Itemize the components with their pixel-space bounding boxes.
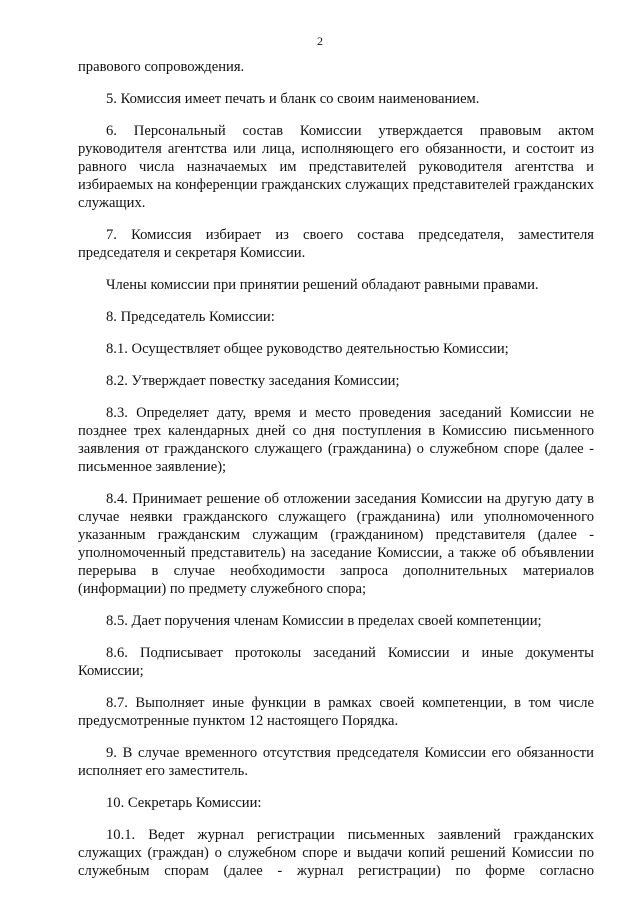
paragraph: 8. Председатель Комиссии: — [106, 309, 275, 325]
paragraph: 10.1. Ведет журнал регистрации письменных заявлений гражданских служащих (граждан) о служебном споре и выдачи копий решений Комиссии по служебным спорам (далее - журнал регистрации) по форме согласно — [78, 827, 594, 879]
paragraph: 8.1. Осуществляет общее руководство деятельностью Комиссии; — [106, 341, 509, 357]
paragraph: 7. Комиссия избирает из своего состава председателя, заместителя председателя и секретаря Комиссии. — [78, 227, 594, 261]
paragraph: 8.4. Принимает решение об отложении заседания Комиссии на другую дату в случае неявки гражданского служащего (гражданина) или уполномоченного указанным гражданским служащим (гражданином) представителя (далее - уполномоченный представитель) на заседание Комиссии, а также об объявлении перерыва в случае необходимости запроса дополнительных материалов (информации) по предмету служебного спора; — [78, 491, 594, 597]
paragraph: 5. Комиссия имеет печать и бланк со своим наименованием. — [106, 91, 480, 107]
paragraph: 8.3. Определяет дату, время и место проведения заседаний Комиссии не позднее трех календарных дней со дня поступления в Комиссию письменного заявления от гражданского служащего (гражданина) о служебном споре (далее - письменное заявление); — [78, 405, 594, 475]
paragraph: Члены комиссии при принятии решений обладают равными правами. — [106, 277, 539, 293]
paragraph: правового сопровождения. — [78, 59, 245, 75]
paragraph: 8.5. Дает поручения членам Комиссии в пределах своей компетенции; — [106, 613, 542, 629]
paragraph: 8.6. Подписывает протоколы заседаний Комиссии и иные документы Комиссии; — [78, 645, 594, 679]
paragraph: 6. Персональный состав Комиссии утверждается правовым актом руководителя агентства или лица, исполняющего его обязанности, и состоит из равного числа назначаемых им представителей руководителя агентства и избираемых на конференции гражданских служащих представителей гражданских служащих. — [78, 123, 594, 211]
paragraph: 8.7. Выполняет иные функции в рамках своей компетенции, в том числе предусмотренные пунктом 12 настоящего Порядка. — [78, 695, 594, 729]
page-number: 2 — [317, 34, 323, 48]
paragraph: 8.2. Утверждает повестку заседания Комиссии; — [106, 373, 400, 389]
paragraph: 9. В случае временного отсутствия председателя Комиссии его обязанности исполняет его заместитель. — [78, 745, 594, 779]
paragraph: 10. Секретарь Комиссии: — [106, 795, 262, 811]
document-body — [78, 58, 594, 894]
